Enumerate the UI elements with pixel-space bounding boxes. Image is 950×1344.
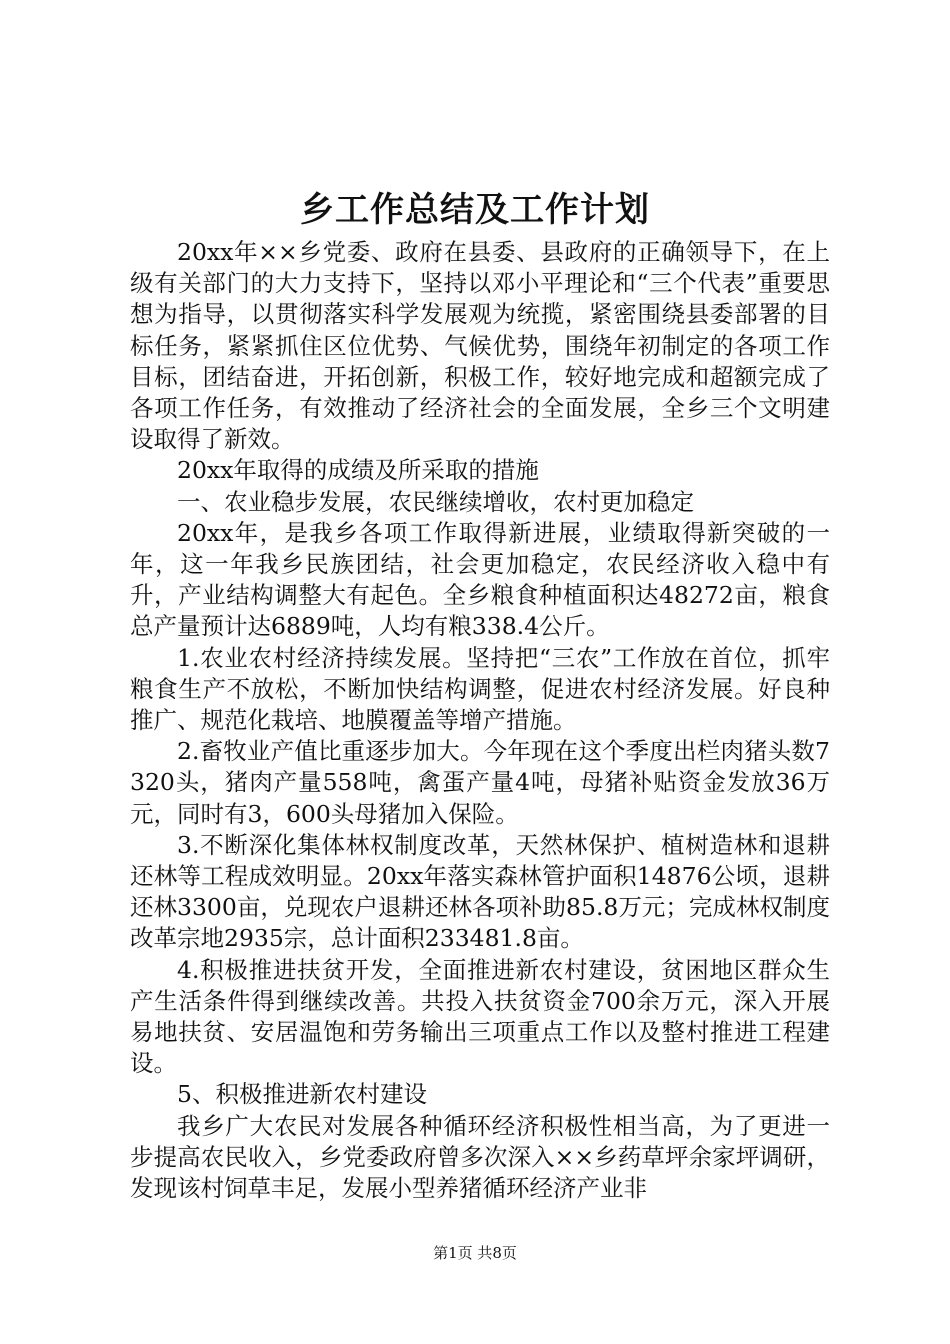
paragraph-item-5-heading: 5、积极推进新农村建设: [177, 1080, 427, 1109]
document-title: 乡工作总结及工作计划: [300, 190, 650, 230]
paragraph-section-heading: 20xx年取得的成绩及所采取的措施: [177, 456, 539, 485]
paragraph-year-summary: 20xx年，是我乡各项工作取得新进展，业绩取得新突破的一年，这一年我乡民族团结，社会更加稳定，农民经济收入稳中有升，产业结构调整大有起色。全乡粮食种植面积达48272亩，粮食总产量预计达6889吨，人均有粮338.4公斤。: [130, 518, 830, 641]
page-footer: 第1页 共8页: [433, 1244, 517, 1262]
paragraph-item-1: 1.农业农村经济持续发展。坚持把“三农”工作放在首位，抓牢粮食生产不放松，不断加快结构调整，促进农村经济发展。好良种推广、规范化栽培、地膜覆盖等增产措施。: [130, 643, 830, 735]
paragraph-intro: 20xx年××乡党委、政府在县委、县政府的正确领导下，在上级有关部门的大力支持下，坚持以邓小平理论和“三个代表”重要思想为指导，以贯彻落实科学发展观为统揽，紧密围绕县委部署的目标任务，紧紧抓住区位优势、气候优势，围绕年初制定的各项工作目标，团结奋进，开拓创新，积极工作，较好地完成和超额完成了各项工作任务，有效推动了经济社会的全面发展，全乡三个文明建设取得了新效。: [130, 238, 830, 454]
paragraph-item-2: 2.畜牧业产值比重逐步加大。今年现在这个季度出栏肉猪头数7320头，猪肉产量558吨，禽蛋产量4吨，母猪补贴资金发放36万元，同时有3，600头母猪加入保险。: [130, 737, 830, 828]
document-body: [130, 237, 830, 1204]
paragraph-subheading-1: 一、农业稳步发展，农民继续增收，农村更加稳定: [177, 487, 694, 516]
paragraph-item-4: 4.积极推进扶贫开发，全面推进新农村建设，贫困地区群众生产生活条件得到继续改善。共投入扶贫资金700余万元，深入开展易地扶贫、安居温饱和劳务输出三项重点工作以及整村推进工程建设。: [130, 955, 830, 1078]
paragraph-item-5-body: 我乡广大农民对发展各种循环经济积极性相当高，为了更进一步提高农民收入，乡党委政府曾多次深入××乡药草坪余家坪调研，发现该村饲草丰足，发展小型养猪循环经济产业非: [130, 1111, 830, 1203]
paragraph-item-3: 3.不断深化集体林权制度改革，天然林保护、植树造林和退耕还林等工程成效明显。20xx年落实森林管护面积14876公顷，退耕还林3300亩，兑现农户退耕还林各项补助85.8万元；完成林权制度改革宗地2935宗，总计面积233481.8亩。: [130, 830, 830, 953]
